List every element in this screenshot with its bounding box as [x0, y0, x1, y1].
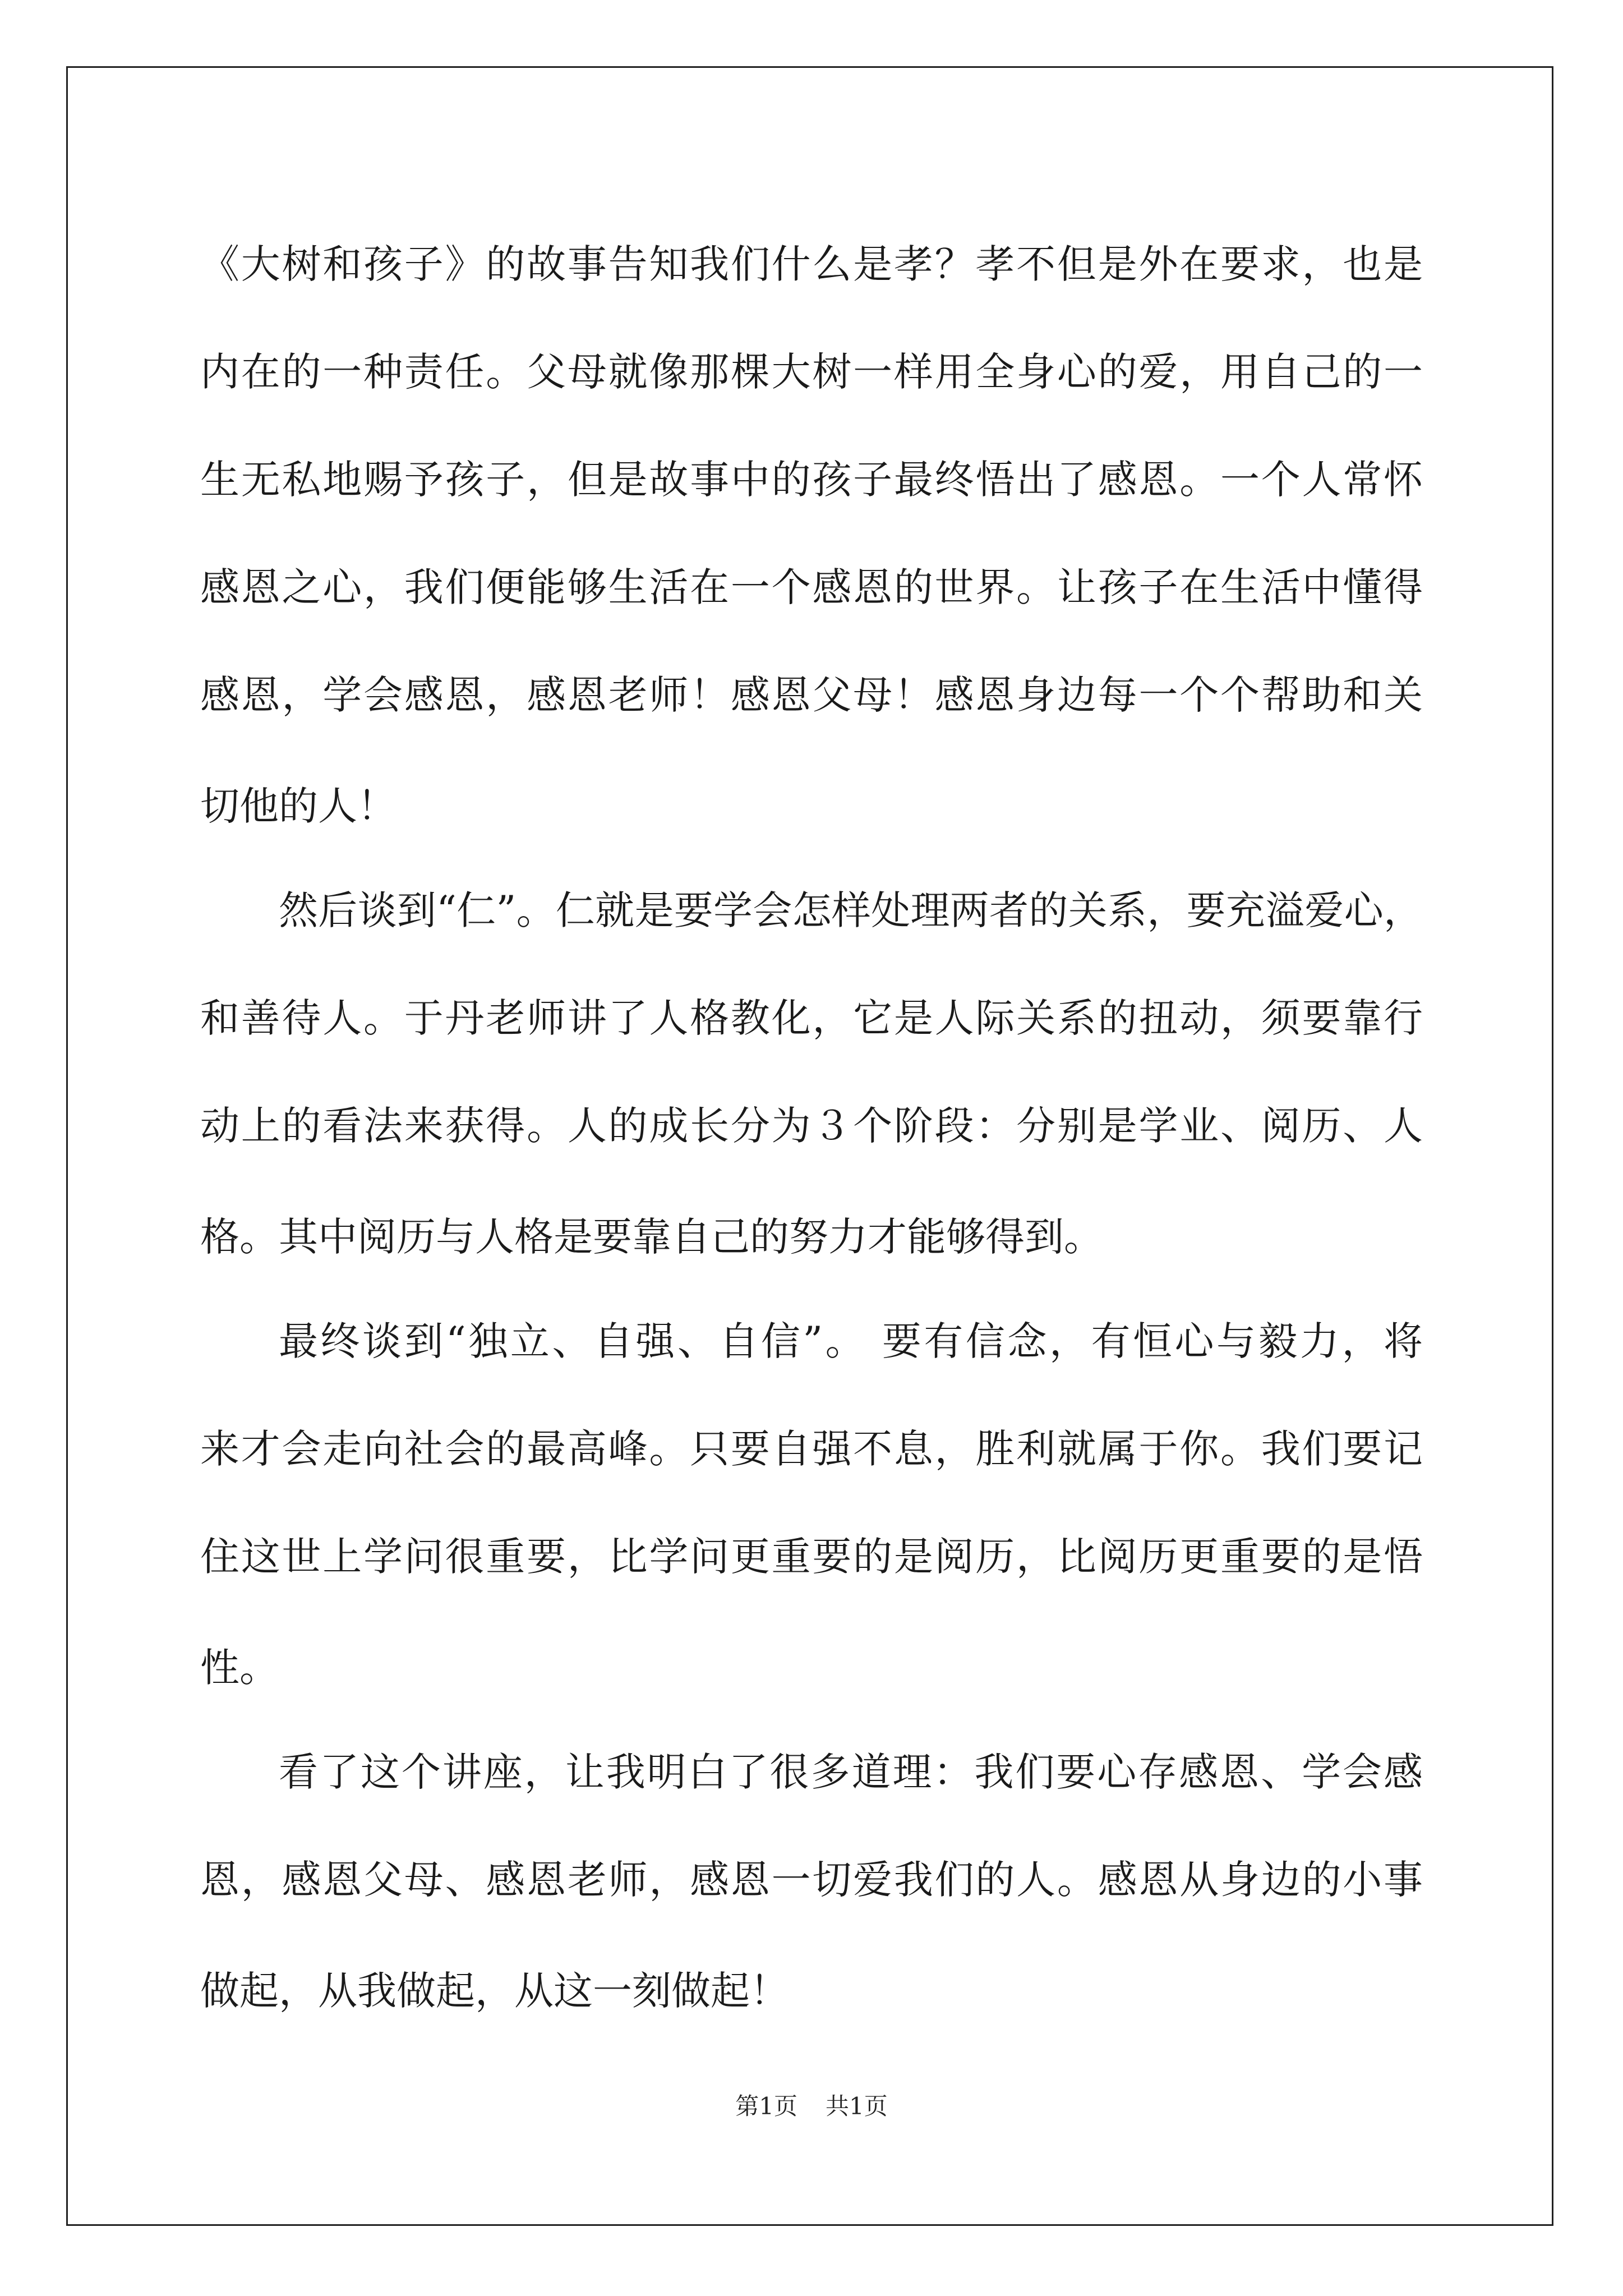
text-line: 来才会走向社会的最高峰。只要自强不息，胜利就属于你。我们要记: [200, 1426, 1423, 1472]
page-number-total: 共1页: [826, 2092, 888, 2120]
page-footer: [0, 2088, 1623, 2122]
text-line: 恩，感恩父母、感恩老师，感恩一切爱我们的人。感恩从身边的小事: [200, 1857, 1423, 1903]
text-line: 住这世上学问很重要，比学问更重要的是阅历，比阅历更重要的是悟: [200, 1534, 1423, 1580]
text-line: 动上的看法来获得。人的成长分为３个阶段：分别是学业、阅历、人: [200, 1103, 1423, 1149]
text-line: 然后谈到“仁”。仁就是要学会怎样处理两者的关系，要充溢爱心，: [279, 887, 1423, 933]
text-line: 生无私地赐予孩子，但是故事中的孩子最终悟出了感恩。一个人常怀: [200, 457, 1423, 503]
text-line: 和善待人。于丹老师讲了人格教化，它是人际关系的扭动，须要靠行: [200, 995, 1423, 1041]
text-line: 《大树和孩子》的故事告知我们什么是孝？孝不但是外在要求，也是: [200, 241, 1423, 287]
text-line: 格。其中阅历与人格是要靠自己的努力才能够得到。: [200, 1213, 1103, 1260]
text-line: 看了这个讲座，让我明白了很多道理：我们要心存感恩、学会感: [279, 1749, 1423, 1795]
text-line: 感恩，学会感恩，感恩老师！感恩父母！感恩身边每一个个帮助和关: [200, 672, 1423, 718]
text-line: 感恩之心，我们便能够生活在一个感恩的世界。让孩子在生活中懂得: [200, 564, 1423, 610]
text-line: 内在的一种责任。父母就像那棵大树一样用全身心的爱，用自己的一: [200, 349, 1423, 395]
text-line: 切他的人！: [200, 783, 396, 829]
page-number-current: 第1页: [735, 2092, 797, 2120]
document-body: [200, 210, 1423, 2041]
text-line: 性。: [200, 1644, 279, 1691]
text-line: 做起，从我做起，从这一刻做起！: [200, 1967, 789, 2014]
text-line: 最终谈到“独立、自强、自信”。 要有信念，有恒心与毅力，将: [279, 1318, 1423, 1364]
